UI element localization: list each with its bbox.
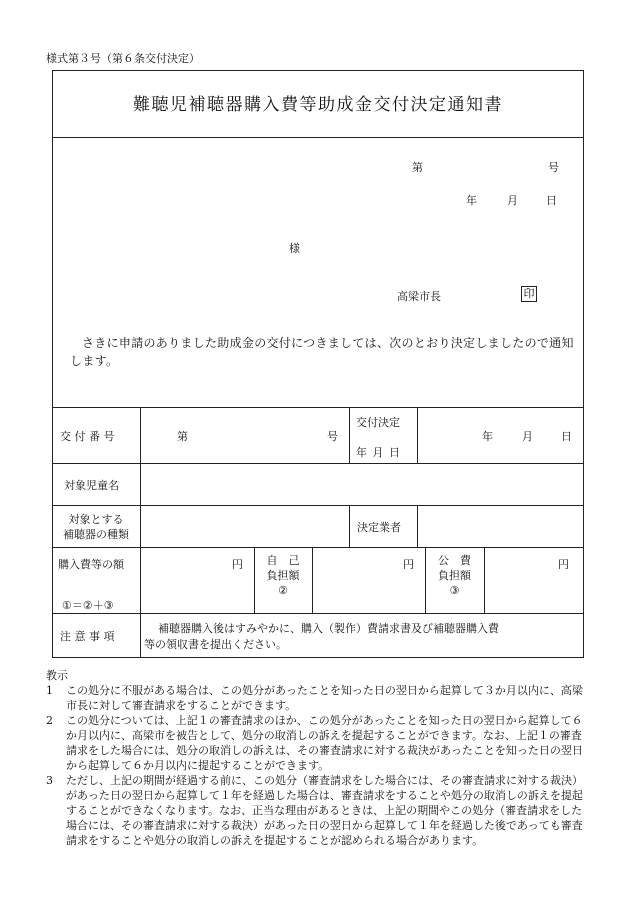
document-title: 難聴児補聴器購入費等助成金交付決定通知書	[133, 95, 503, 115]
vendor-label: 決定業者	[357, 521, 401, 534]
divider-row3	[52, 547, 584, 548]
grant-number-suffix: 号	[327, 430, 338, 443]
instruction-text: この処分については、上記１の審査請求のほか、この処分があったことを知った日の翌日から起算して６か月以内に、高梁市を被告として、処分の取消しの訴えを提起することができます。なお、上記１の審査請求をした場合には、処分の取消しの訴えは、その審査請求に対する裁決があったことを知った日の翌日から起算して６か月以内に提起することができます。	[66, 714, 583, 772]
col-divider-date-value	[417, 407, 418, 463]
divider-row4	[52, 613, 584, 614]
child-name-label: 対象児童名	[64, 479, 119, 492]
grant-number-prefix: 第	[177, 430, 188, 443]
instructions-section	[46, 668, 586, 848]
decision-year: 年	[482, 430, 493, 443]
grant-number-label: 交 付 番 号	[60, 430, 115, 443]
public-burden-line3: ③	[449, 584, 460, 597]
instruction-text: ただし、上記の期間が経過する前に、この処分（審査請求をした場合には、その審査請求に対する裁決）があった日の翌日から起算して１年を経過した場合は、審査請求をすることや処分の取消しの訴えを提起することができなくなります。なお、正当な理由があるときは、上記の期間やこの処分（審査請求をした場合には、その審査請求に対する裁決）があった日の翌日から起算して１年を経過した後であっても審査請求をすることや処分の取消しの訴えを提起することが認められる場合があります。	[66, 774, 583, 847]
divider-row1	[52, 463, 584, 464]
purchase-formula: ①＝②＋③	[62, 599, 114, 612]
public-burden-yen: 円	[558, 558, 569, 571]
instructions-heading: 教示	[46, 669, 68, 682]
instruction-item-2	[46, 713, 586, 773]
decision-date-label-ymd: 年 月 日	[356, 446, 401, 459]
col-divider-vendor-label	[349, 505, 350, 547]
caution-label: 注 意 事 項	[60, 630, 115, 643]
form-label: 様式第３号（第６条交付決定）	[46, 52, 200, 65]
public-burden-line1: 公 費	[438, 554, 471, 567]
public-burden-label	[425, 553, 484, 598]
header-year: 年	[466, 194, 477, 207]
header-day: 日	[546, 194, 557, 207]
divider-title	[52, 137, 584, 138]
divider-row2	[52, 505, 584, 506]
self-burden-line1: 自 己	[266, 554, 300, 567]
caution-text-line2: 等の領収書を提出ください。	[144, 638, 287, 651]
number-prefix: 第	[412, 161, 423, 174]
decision-date-label: 交付決定	[356, 416, 400, 429]
instruction-text: この処分に不服がある場合は、この処分があったことを知った日の翌日から起算して３か月以内に、高梁市長に対して審査請求をすることができます。	[66, 684, 583, 712]
instruction-number: 3	[46, 774, 53, 787]
instruction-item-1	[46, 683, 586, 713]
self-burden-label	[254, 553, 312, 598]
self-burden-line3: ②	[278, 584, 288, 597]
col-divider-date-label	[349, 407, 350, 463]
device-type-label-line1: 対象とする	[68, 513, 124, 526]
notice-paragraph: さきに申請のありました助成金の交付につきましては、次のとおり決定しましたので通知します。	[70, 336, 574, 368]
col-divider-label	[140, 407, 141, 658]
purchase-yen: 円	[232, 558, 243, 571]
purchase-amount-label: 購入費等の額	[58, 558, 124, 571]
device-type-label-line2: 補聴器の種類	[63, 528, 129, 541]
number-suffix: 号	[548, 161, 559, 174]
instruction-number: 2	[46, 714, 53, 727]
col-divider-public-value	[484, 547, 485, 613]
instruction-number: 1	[46, 684, 53, 697]
caution-text-line1: 補聴器購入後はすみやかに、購入（製作）費請求書及び補聴器購入費	[158, 622, 499, 635]
self-burden-yen: 円	[403, 558, 414, 571]
decision-day: 日	[561, 430, 572, 443]
seal-stamp: 印	[521, 286, 537, 302]
public-burden-line2: 負担額	[438, 569, 471, 582]
col-divider-self-value	[312, 547, 313, 613]
device-type-label	[52, 512, 140, 542]
instruction-item-3	[46, 773, 586, 848]
col-divider-vendor-value	[417, 505, 418, 547]
decision-month: 月	[522, 430, 533, 443]
addressee-honorific: 様	[289, 242, 300, 255]
divider-table-top	[52, 407, 584, 408]
self-burden-line2: 負担額	[266, 569, 300, 582]
issuer-name: 高梁市長	[397, 290, 441, 303]
header-month: 月	[507, 194, 518, 207]
